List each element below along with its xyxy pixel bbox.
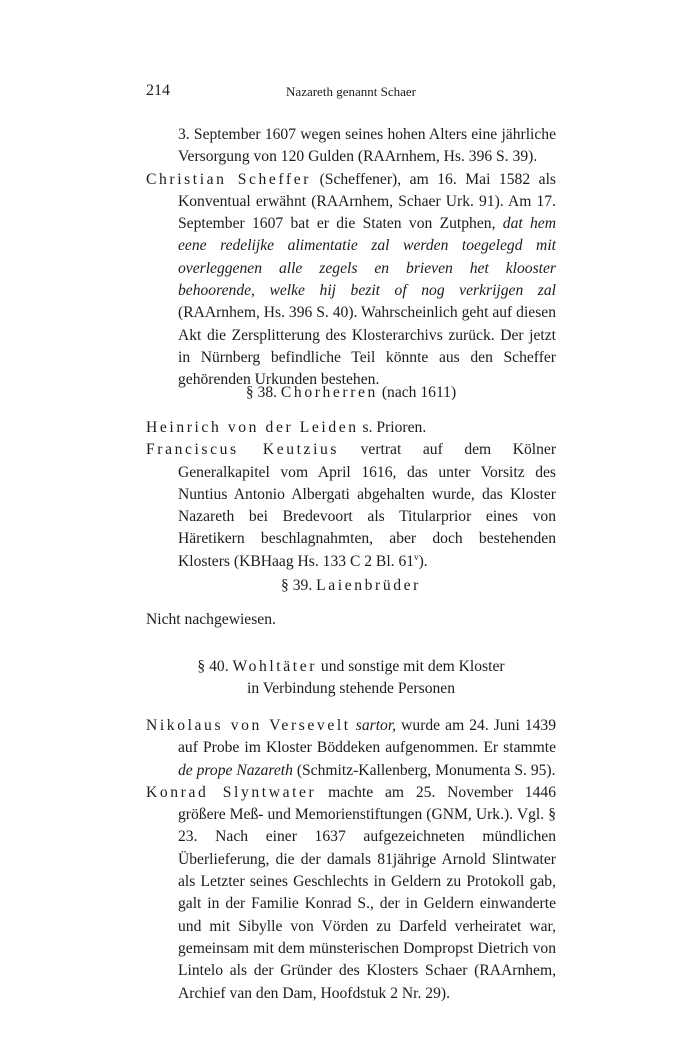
person-name: Heinrich von der Leiden: [146, 419, 359, 436]
section-38: [146, 382, 556, 404]
entry-leiden: [146, 417, 556, 439]
continued-paragraph: 3. September 1607 wegen seines hohen Alters eine jährliche Versorgung von 120 Gulden (RAArnhem, Hs. 396 S. 39).: [178, 126, 556, 166]
entry-text: (RAArnhem, Hs. 396 S. 40). Wahrscheinlich geht auf diesen Akt die Zersplitterung des Klosterarchivs zurück. Der jetzt in Nürnberg befindliche Teil könnte aus den Scheffer gehörenden Urkunden bestehen.: [178, 304, 556, 389]
entry-role: sartor,: [355, 717, 397, 734]
person-name: Christian Scheffer: [146, 170, 312, 188]
entry-quote: dat hem eene redelijke alimentatie zal werden toegelegd mit overleggenen alle zegels en brieven het klooster behoorende, welke hij bezit of nog verkrijgen zal: [178, 215, 556, 300]
running-head: Nazareth genannt Schaer: [286, 84, 416, 99]
entry-quote: de prope Nazareth: [178, 761, 293, 779]
person-name: Konrad Slyntwater: [146, 783, 317, 801]
section-40-entries: [146, 715, 556, 1005]
section-39: [146, 575, 556, 597]
entry-text: wurde am 24. Juni 1439 auf Probe im Kloster Böddeken aufgenommen. Er stammte: [178, 717, 557, 757]
section-heading: [146, 382, 556, 404]
superscript: v: [414, 551, 419, 562]
entry-slyntwater: [146, 782, 556, 1005]
person-name: Franciscus Keutzius: [146, 441, 340, 459]
section-39-body: [146, 609, 556, 631]
section-37-continuation: [146, 124, 556, 392]
section-subtitle: (nach 1611): [377, 384, 457, 401]
page-number: 214: [146, 82, 170, 99]
section-title: Chorherren: [280, 384, 378, 401]
section-number: § 38.: [245, 384, 278, 401]
section-number: § 40.: [197, 658, 229, 675]
section-38-entries: [146, 417, 556, 573]
entry-text: ).: [418, 552, 428, 570]
section-heading: [146, 656, 556, 678]
entry-scheffer: [146, 169, 556, 392]
entry-versevelt: [146, 715, 556, 782]
section-title: Laienbrüder: [316, 577, 421, 594]
entry-text: (Scheffener), am 16. Mai 1582 als Konventual erwähnt (RAArnhem, Schaer Urk. 91). Am 17. September 1607 bat er die Staten von Zutphen,: [178, 170, 556, 233]
entry-text: (Schmitz-Kallenberg, Monumenta S. 95).: [292, 761, 556, 779]
entry-text: vertrat auf dem Kölner Generalkapitel vom April 1616, das unter Vorsitz des Nuntius Antonio Albergati abgehalten wurde, das Kloster Nazareth bei Bredevoort als Titularprior eines von Häretikern beschlagnahmten, aber doch bestehenden Klosters (KBHaag Hs. 133 C 2 Bl. 61: [178, 441, 557, 570]
section-number: § 39.: [281, 577, 313, 594]
section-heading: [146, 575, 556, 597]
section-text: Nicht nachgewiesen.: [146, 611, 276, 628]
entry-keutzius: [146, 439, 556, 573]
entry-text: machte am 25. November 1446 größere Meß- und Memorienstiftungen (GNM, Urk.). Vgl. § 23. Nach einer 1637 aufgezeichneten mündlichen Überlieferung, die der damals 81jährige Arnold Slintwater als Letzter seines Geschlechts in Geldern zu Protokoll gab, galt in der Familie Konrad S., der in Geldern einwanderte und mit Sibylle von Vörden zu Darfeld verheiratet war, gemeinsam mit dem münsterischen Dompropst Dietrich von Lintelo als der Gründer des Klosters Schaer (RAArnhem, Archief van den Dam, Hoofdstuk 2 Nr. 29).: [178, 783, 556, 1002]
section-40: [146, 656, 556, 701]
section-title: Wohltäter: [232, 658, 318, 675]
entry-text: s. Prioren.: [358, 419, 427, 436]
person-name: Nikolaus von Versevelt: [146, 717, 351, 734]
section-title-rest: und sonstige mit dem Kloster: [317, 658, 505, 675]
page-header: [146, 82, 556, 104]
section-heading-line2: in Verbindung stehende Personen: [246, 680, 456, 698]
